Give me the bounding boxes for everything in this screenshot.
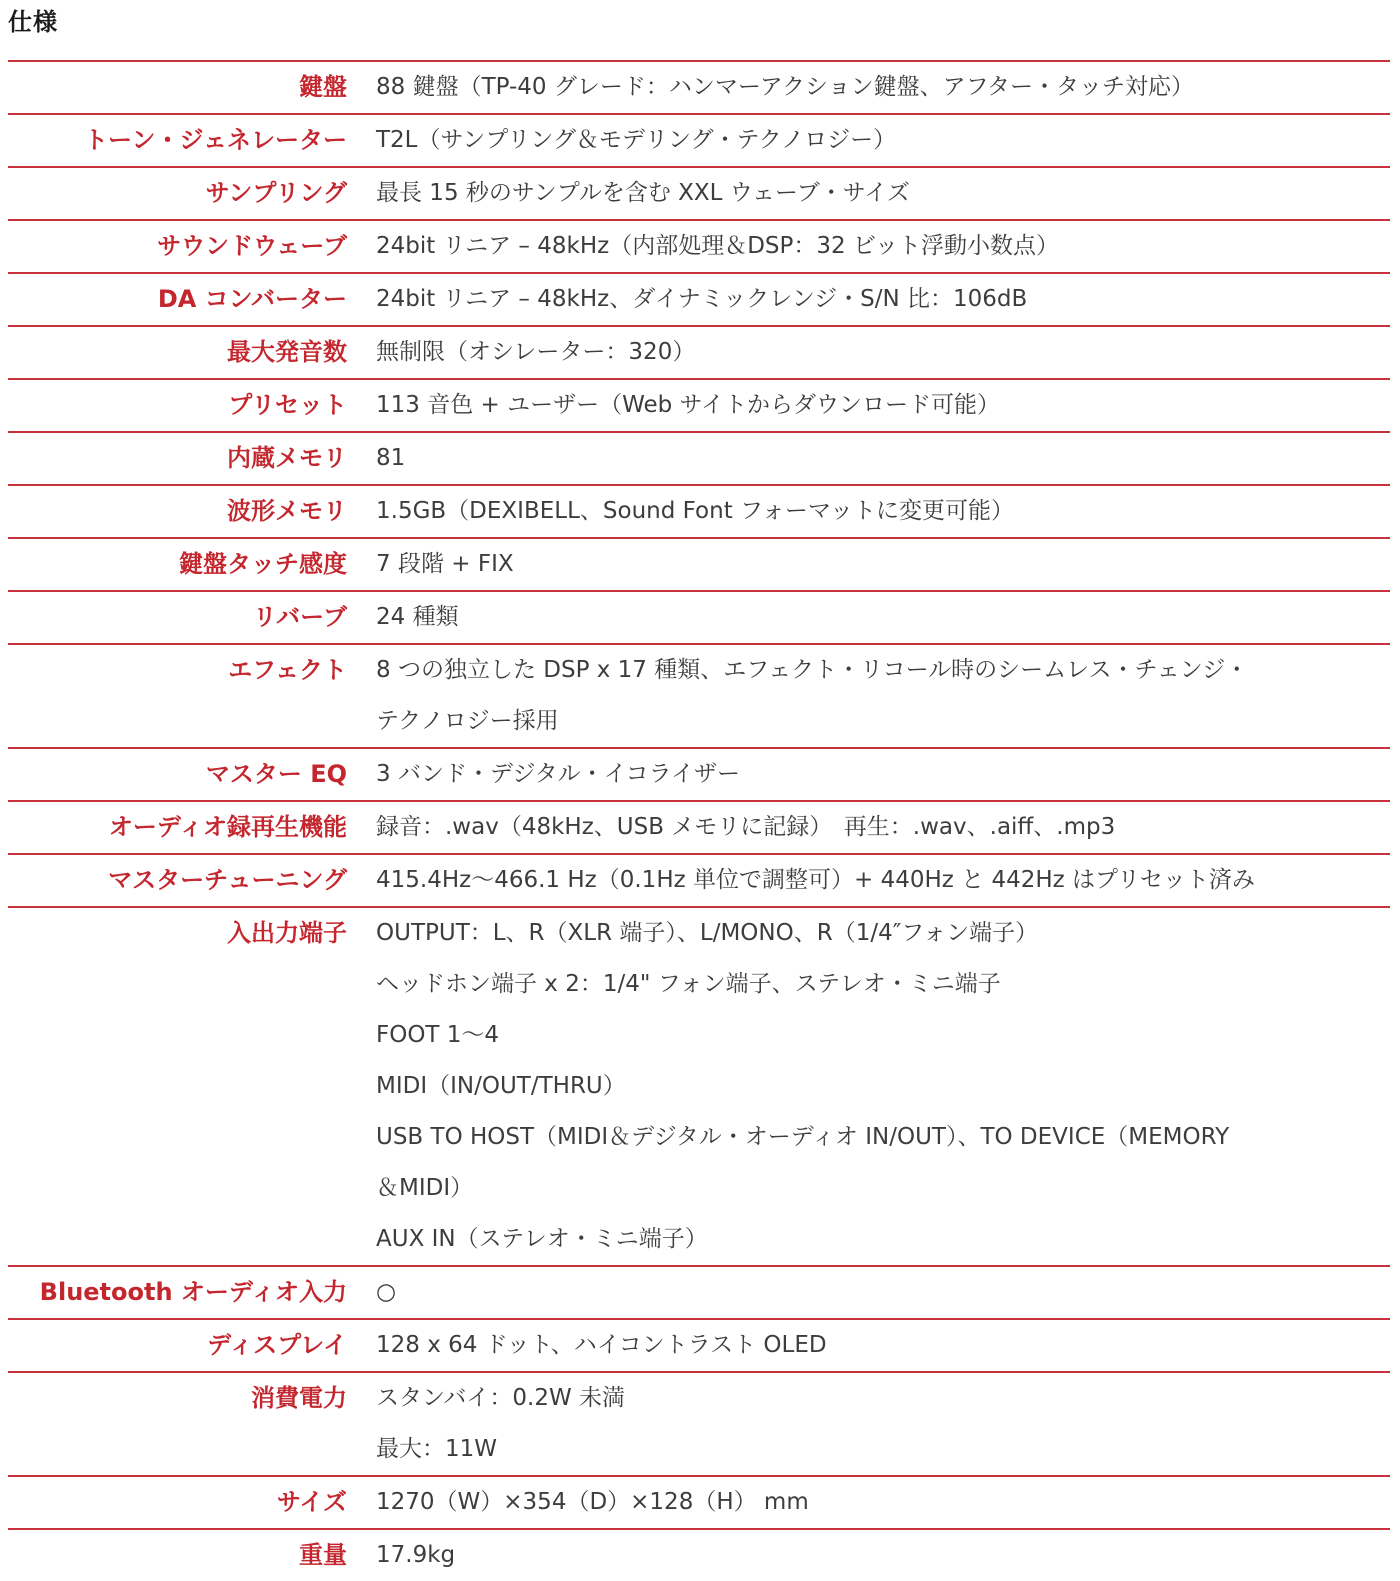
- spec-value: [347, 1267, 1390, 1318]
- spec-row: [8, 380, 1390, 433]
- spec-value-line: ○: [376, 1279, 397, 1305]
- spec-value-line: MIDI（IN/OUT/THRU）: [376, 1073, 626, 1099]
- spec-value: [347, 168, 1390, 219]
- spec-value-line: 7 段階 + FIX: [376, 551, 514, 577]
- spec-value: [347, 1320, 1390, 1371]
- spec-row: [8, 749, 1390, 802]
- spec-value-line: 24bit リニア – 48kHz、ダイナミックレンジ・S/N 比：106dB: [376, 286, 1028, 312]
- spec-value-line: USB TO HOST（MIDI＆デジタル・オーディオ IN/OUT）、TO DEVICE（MEMORY: [376, 1124, 1230, 1150]
- spec-label: 内蔵メモリ: [227, 444, 347, 472]
- spec-value-line: 113 音色 + ユーザー（Web サイトからダウンロード可能）: [376, 392, 1000, 418]
- spec-value-line: 128 x 64 ドット、ハイコントラスト OLED: [376, 1332, 827, 1358]
- spec-row: [8, 168, 1390, 221]
- spec-label: 鍵盤: [299, 73, 347, 101]
- spec-value-line: 1270（W）×354（D）×128（H） mm: [376, 1489, 809, 1515]
- spec-row: [8, 1477, 1390, 1530]
- spec-value: [347, 1373, 1390, 1475]
- spec-value: [347, 62, 1390, 113]
- spec-value-line: ヘッドホン端子 x 2：1/4" フォン端子、ステレオ・ミニ端子: [376, 971, 1001, 997]
- spec-label: エフェクト: [228, 656, 347, 684]
- spec-value-line: スタンバイ：0.2W 未満: [376, 1385, 626, 1411]
- spec-value-line: 17.9kg: [376, 1542, 456, 1568]
- spec-label: 最大発音数: [227, 338, 347, 366]
- spec-value-line: 録音：.wav（48kHz、USB メモリに記録） 再生：.wav、.aiff、.mp3: [376, 814, 1116, 840]
- spec-label: マスターチューニング: [108, 866, 347, 894]
- spec-value-line: 無制限（オシレーター：320）: [376, 339, 696, 365]
- spec-value-line: AUX IN（ステレオ・ミニ端子）: [376, 1226, 708, 1252]
- spec-value-line: 415.4Hz～466.1 Hz（0.1Hz 単位で調整可）+ 440Hz と 442Hz はプリセット済み: [376, 867, 1255, 893]
- spec-row: [8, 802, 1390, 855]
- spec-row: [8, 1267, 1390, 1320]
- spec-value-line: OUTPUT：L、R（XLR 端子）、L/MONO、R（1/4″フォン端子）: [376, 920, 1039, 946]
- spec-value-line: 81: [376, 445, 406, 471]
- spec-row: [8, 1530, 1390, 1581]
- spec-value: [347, 327, 1390, 378]
- spec-value: [347, 802, 1390, 853]
- spec-row: [8, 908, 1390, 1267]
- spec-value: [347, 908, 1390, 1265]
- spec-label: リバーブ: [252, 603, 347, 631]
- spec-value-line: 1.5GB（DEXIBELL、Sound Font フォーマットに変更可能）: [376, 498, 1014, 524]
- spec-label: サンプリング: [205, 179, 347, 207]
- spec-value: [347, 645, 1390, 747]
- spec-row: [8, 62, 1390, 115]
- spec-row: [8, 486, 1390, 539]
- spec-label: 鍵盤タッチ感度: [179, 550, 347, 578]
- spec-value: [347, 274, 1390, 325]
- spec-row: [8, 1320, 1390, 1373]
- spec-value: [347, 1477, 1390, 1528]
- spec-value-line: FOOT 1～4: [376, 1022, 500, 1048]
- spec-label: サウンドウェーブ: [157, 232, 347, 260]
- spec-value-line: 88 鍵盤（TP-40 グレード：ハンマーアクション鍵盤、アフター・タッチ対応）: [376, 74, 1194, 100]
- spec-label: サイズ: [276, 1488, 347, 1516]
- spec-value-line: 24bit リニア – 48kHz（内部処理＆DSP：32 ビット浮動小数点）: [376, 233, 1060, 259]
- spec-value: [347, 433, 1390, 484]
- spec-row: [8, 645, 1390, 749]
- spec-row: [8, 855, 1390, 908]
- spec-value: [347, 486, 1390, 537]
- spec-value-line: T2L（サンプリング＆モデリング・テクノロジー）: [376, 127, 897, 153]
- spec-table: [8, 60, 1390, 1581]
- spec-label: プリセット: [228, 391, 347, 419]
- spec-row: [8, 539, 1390, 592]
- spec-label: 入出力端子: [227, 919, 347, 947]
- spec-row: [8, 327, 1390, 380]
- spec-label: DA コンバーター: [157, 285, 347, 313]
- spec-value: [347, 539, 1390, 590]
- spec-label: トーン・ジェネレーター: [83, 126, 347, 154]
- spec-label: 重量: [299, 1541, 347, 1569]
- spec-value-line: テクノロジー採用: [376, 708, 559, 734]
- spec-value: [347, 1530, 1390, 1581]
- spec-label: オーディオ録再生機能: [108, 813, 347, 841]
- spec-label: 消費電力: [251, 1384, 347, 1412]
- spec-row: [8, 592, 1390, 645]
- spec-value-line: 最大：11W: [376, 1436, 498, 1462]
- spec-value-line: 8 つの独立した DSP x 17 種類、エフェクト・リコール時のシームレス・チェンジ・: [376, 657, 1249, 683]
- spec-value-line: 24 種類: [376, 604, 459, 630]
- page-title: 仕様: [8, 8, 58, 36]
- spec-label: ディスプレイ: [207, 1331, 347, 1359]
- spec-row: [8, 221, 1390, 274]
- spec-row: [8, 274, 1390, 327]
- spec-value-line: ＆MIDI）: [376, 1175, 474, 1201]
- spec-value: [347, 115, 1390, 166]
- spec-label: Bluetooth オーディオ入力: [39, 1278, 347, 1306]
- spec-value-line: 最長 15 秒のサンプルを含む XXL ウェーブ・サイズ: [376, 180, 910, 206]
- spec-value: [347, 221, 1390, 272]
- spec-row: [8, 1373, 1390, 1477]
- spec-value: [347, 592, 1390, 643]
- spec-label: マスター EQ: [205, 760, 347, 788]
- spec-value: [347, 855, 1390, 906]
- spec-row: [8, 433, 1390, 486]
- spec-value: [347, 380, 1390, 431]
- spec-row: [8, 115, 1390, 168]
- spec-value-line: 3 バンド・デジタル・イコライザー: [376, 761, 740, 787]
- spec-label: 波形メモリ: [227, 497, 347, 525]
- spec-value: [347, 749, 1390, 800]
